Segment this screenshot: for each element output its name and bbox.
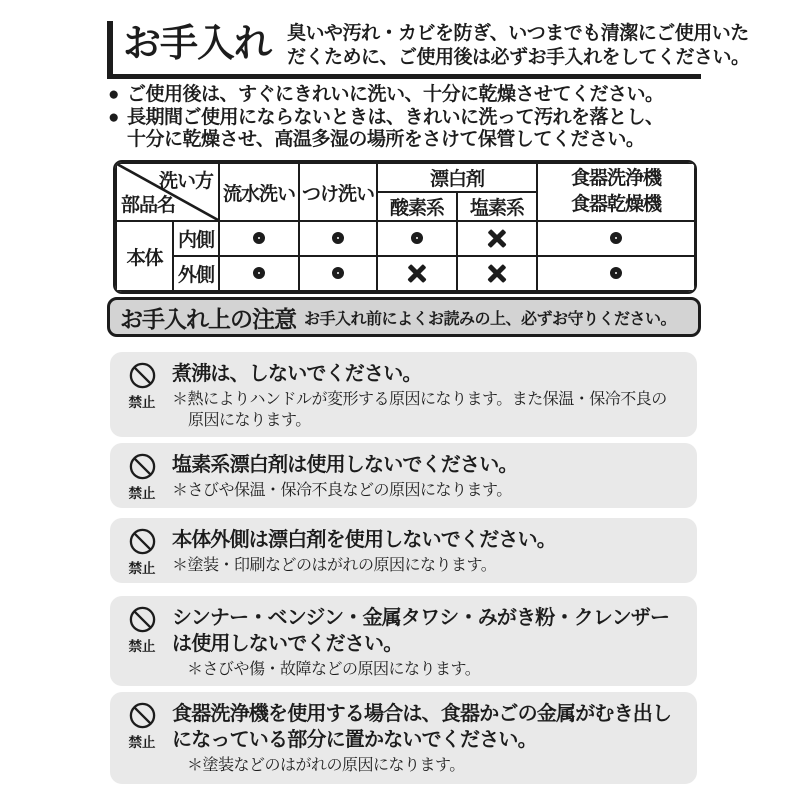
col-header-dishwasher: 食器洗浄機: [571, 168, 662, 189]
usage-note-text: ご使用後は、すぐにきれいに洗い、十分に乾燥させてください。: [127, 84, 664, 105]
care-description-line: だくために、ご使用後は必ずお手入れをしてください。: [287, 47, 750, 68]
page-title: お手入れ: [123, 23, 272, 65]
prohibition-icon: [129, 528, 156, 555]
mark-cell: [457, 221, 537, 256]
row-header-outside: 外側: [173, 256, 219, 291]
prohibition-icon: [129, 453, 156, 480]
col-header-oxygen-bleach: 酸素系: [377, 192, 457, 221]
prohibition-icon-block: [121, 605, 163, 680]
warning-note: ＊さびや傷・故障などの原因になります。: [187, 661, 481, 678]
mark-cell: [219, 221, 299, 256]
bullet-icon: ●: [108, 106, 119, 128]
care-section-header: [107, 21, 750, 79]
care-description: [287, 21, 750, 70]
caution-header-bar: [107, 297, 701, 337]
warning-note: ＊熱によりハンドルが変形する原因になります。また保温・保冷不良の原因になります。: [172, 391, 667, 429]
mark-cell: [457, 256, 537, 291]
prohibition-label: 禁止: [128, 735, 156, 750]
wash-mark: [406, 262, 428, 284]
warning-text-block: [172, 701, 691, 778]
prohibition-icon-block: [121, 361, 163, 431]
prohibition-icon: [129, 606, 156, 633]
col-header-bleach: 漂白剤: [377, 163, 537, 192]
prohibition-label: 禁止: [128, 561, 156, 576]
wash-mark: [610, 267, 622, 279]
prohibition-label: 禁止: [128, 395, 156, 410]
warning-heading: 食器洗浄機を使用する場合は、食器かごの金属がむき出しになっている部分に置かないでください。: [172, 703, 672, 751]
usage-note-item: [108, 107, 718, 130]
warning-card-dishwasher-placement: [110, 692, 697, 784]
wash-mark: [486, 227, 508, 249]
bullet-icon: ●: [108, 84, 119, 105]
mark-cell: [377, 256, 457, 291]
warning-text-block: [172, 527, 691, 577]
warning-text-block: [172, 361, 691, 431]
caution-title: お手入れ上の注意: [120, 305, 296, 332]
usage-note-list: [108, 84, 718, 152]
care-description-line: 臭いや汚れ・カビを防ぎ、いつまでも清潔にご使用いた: [287, 23, 749, 44]
prohibition-label: 禁止: [128, 639, 156, 654]
wash-mark: [253, 232, 265, 244]
warning-card-no-chlorine-bleach: [110, 443, 697, 508]
warning-heading: 煮沸は、しないでください。: [172, 363, 422, 385]
warning-card-no-boiling: [110, 352, 697, 437]
warning-text-block: [172, 452, 691, 502]
usage-note-text: 長期間ご使用にならないときは、きれいに洗って汚れを落とし、: [127, 106, 664, 128]
prohibition-icon-block: [121, 452, 163, 502]
wash-mark: [332, 267, 344, 279]
wash-method-table: [113, 160, 697, 294]
corner-label-wash-method: 洗い方: [158, 171, 213, 192]
mark-cell: [299, 221, 377, 256]
wash-mark: [486, 262, 508, 284]
prohibition-label: 禁止: [128, 486, 156, 501]
col-header-dishwasher-dryer: [537, 163, 695, 221]
mark-cell: [219, 256, 299, 291]
warning-heading: 塩素系漂白剤は使用しないでください。: [172, 454, 518, 476]
mark-cell: [537, 256, 695, 291]
mark-cell: [377, 221, 457, 256]
corner-label-part-name: 部品名: [121, 195, 176, 216]
prohibition-icon: [129, 362, 156, 389]
col-header-chlorine-bleach: 塩素系: [457, 192, 537, 221]
caution-subtitle: お手入れ前によくお読みの上、必ずお守りください。: [304, 310, 677, 328]
row-header-body: 本体: [116, 221, 173, 291]
warning-heading: シンナー・ベンジン・金属タワシ・みがき粉・クレンザーは使用しないでください。: [172, 607, 670, 655]
wash-mark: [610, 232, 622, 244]
warning-text-block: [172, 605, 691, 680]
prohibition-icon-block: [121, 701, 163, 778]
usage-note-item: [108, 84, 718, 107]
wash-mark: [332, 232, 344, 244]
mark-cell: [537, 221, 695, 256]
col-header-dish-dryer: 食器乾燥機: [571, 194, 662, 215]
prohibition-icon: [129, 702, 156, 729]
warning-card-no-abrasives: [110, 596, 697, 686]
warning-note: ＊塗装などのはがれの原因になります。: [187, 757, 465, 774]
wash-mark: [253, 267, 265, 279]
table-row-inside: [116, 221, 695, 256]
mark-cell: [299, 256, 377, 291]
wash-mark: [411, 232, 423, 244]
table-corner-cell: [116, 163, 219, 221]
row-header-inside: 内側: [173, 221, 219, 256]
col-header-soak-wash: つけ洗い: [299, 163, 377, 221]
prohibition-icon-block: [121, 527, 163, 577]
col-header-running-water: 流水洗い: [219, 163, 299, 221]
warning-note: ＊塗装・印刷などのはがれの原因になります。: [172, 557, 497, 574]
warning-heading: 本体外側は漂白剤を使用しないでください。: [172, 529, 556, 551]
table-row-outside: [116, 256, 695, 291]
usage-note-text: 十分に乾燥させ、高温多湿の場所をさけて保管してください。: [127, 129, 645, 150]
warning-note: ＊さびや保温・保冷不良などの原因になります。: [172, 482, 512, 499]
warning-card-no-bleach-outside: [110, 518, 697, 583]
